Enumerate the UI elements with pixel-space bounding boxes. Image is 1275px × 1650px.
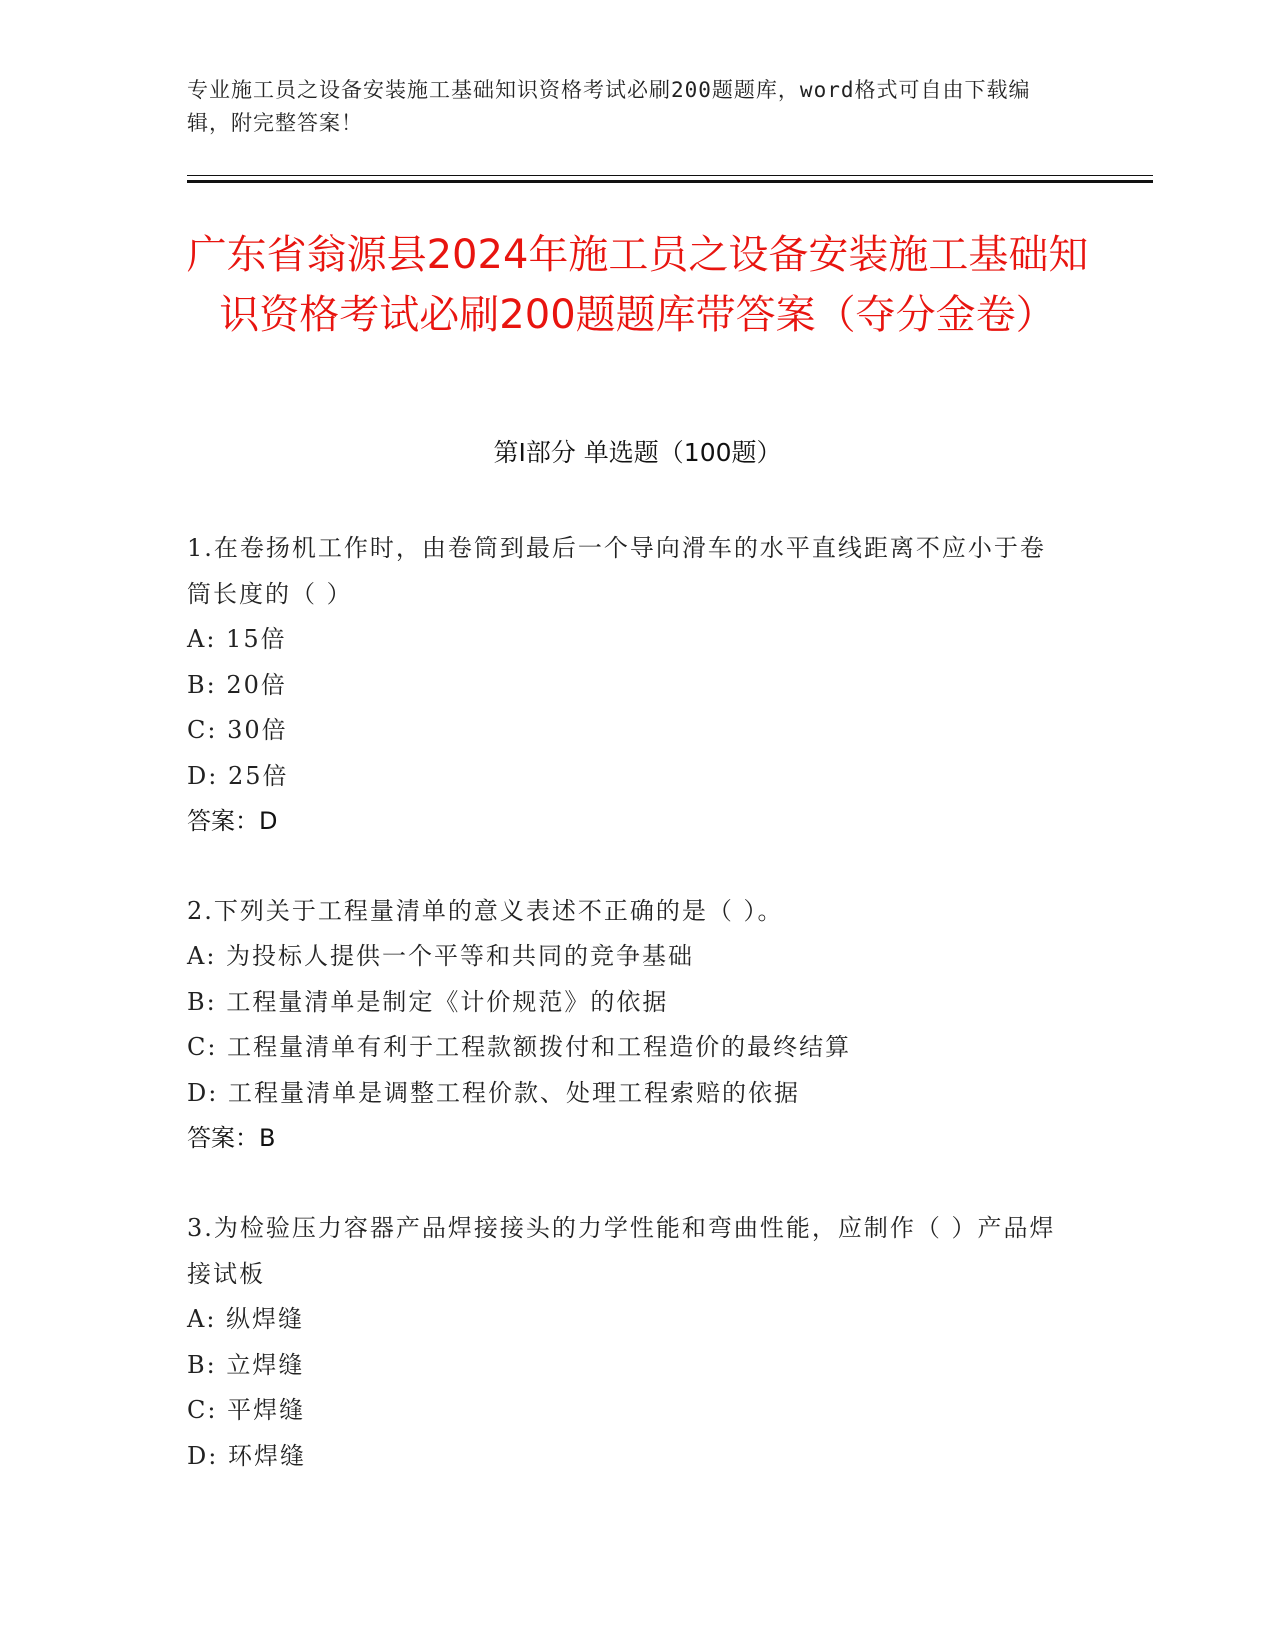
question-3 [187, 1205, 1067, 1479]
option-a: A: 纵焊缝 [187, 1305, 305, 1333]
option-a: A: 为投标人提供一个平等和共同的竞争基础 [187, 942, 695, 970]
option-d: D: 环焊缝 [187, 1441, 306, 1470]
question-2 [187, 888, 1067, 1161]
option-c: C: 工程量清单有利于工程款额拨付和工程造价的最终结算 [187, 1033, 852, 1061]
option-b: B: 20倍 [187, 670, 287, 699]
document-title: 广东省翁源县2024年施工员之设备安装施工基础知识资格考试必刷200题题库带答案（夺分金卷） [186, 232, 1089, 338]
answer-label: 答案：D [187, 807, 278, 835]
option-a: A: 15倍 [187, 625, 287, 653]
question-stem: 1.在卷扬机工作时，由卷筒到最后一个导向滑车的水平直线距离不应小于卷筒长度的（ ） [187, 534, 1046, 608]
option-b: B: 立焊缝 [187, 1350, 305, 1379]
option-b: B: 工程量清单是制定《计价规范》的依据 [187, 987, 669, 1016]
option-d: D: 25倍 [187, 761, 289, 790]
question-stem: 2.下列关于工程量清单的意义表述不正确的是（ ）。 [187, 897, 784, 925]
answer-label: 答案：B [187, 1124, 276, 1152]
question-list [187, 525, 1067, 1523]
section-title: 第I部分 单选题（100题） [493, 438, 782, 467]
header-note: 专业施工员之设备安装施工基础知识资格考试必刷200题题库，word格式可自由下载编辑，附完整答案！ [187, 78, 1031, 135]
option-c: C: 平焊缝 [187, 1396, 306, 1424]
question-stem: 3.为检验压力容器产品焊接接头的力学性能和弯曲性能，应制作（ ）产品焊接试板 [187, 1214, 1056, 1288]
header-divider-thick [187, 180, 1153, 183]
option-d: D: 工程量清单是调整工程价款、处理工程索赔的依据 [187, 1078, 800, 1107]
header-divider-thin [187, 175, 1153, 176]
question-1 [187, 525, 1067, 844]
option-c: C: 30倍 [187, 716, 288, 744]
